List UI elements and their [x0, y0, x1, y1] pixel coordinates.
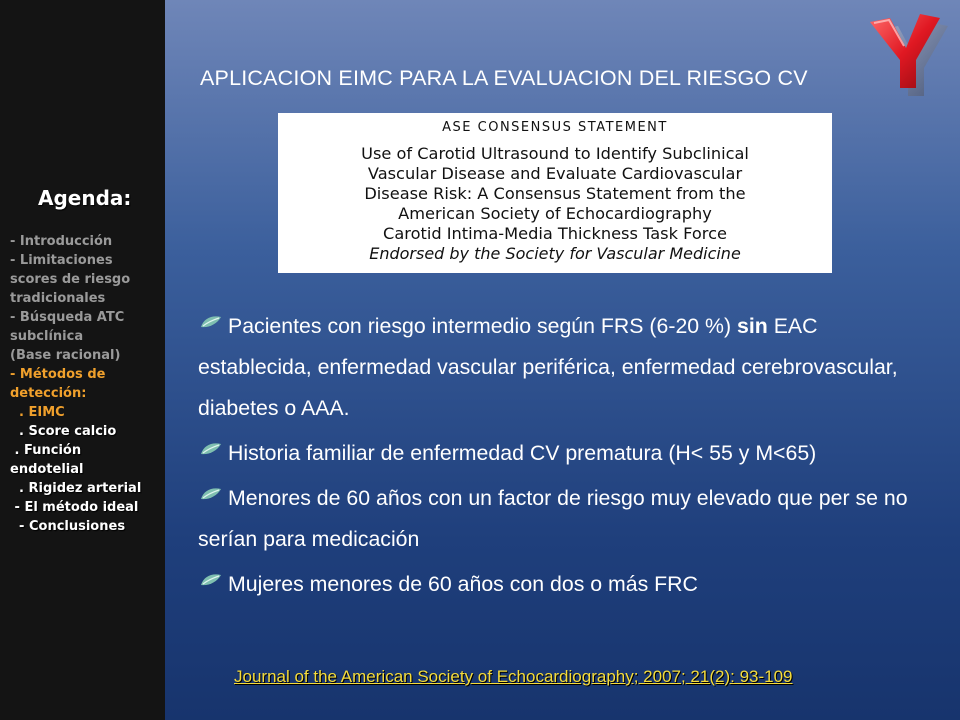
bullet-item — [198, 302, 928, 429]
agenda-item[interactable]: tradicionales — [10, 291, 106, 306]
bullet-text: Mujeres menores de 60 años con dos o más FRC — [228, 572, 698, 596]
statement-heading-line: Carotid Intima-Media Thickness Task Force — [383, 224, 727, 243]
agenda-item[interactable]: . Función — [10, 443, 82, 458]
agenda-item-active[interactable]: - Métodos de — [10, 367, 106, 382]
bullet-item — [198, 560, 928, 605]
agenda-item[interactable]: - Introducción — [10, 234, 113, 249]
agenda-list — [10, 232, 160, 536]
bullet-text-rest: EAC establecida, enfermedad vascular periférica, enfermedad cerebrovascular, diabetes o AAA. — [198, 314, 898, 420]
agenda-item[interactable]: endotelial — [10, 462, 84, 477]
agenda-sidebar — [0, 0, 165, 720]
bullet-text: Historia familiar de enfermedad CV prematura (H< 55 y M<65) — [228, 441, 817, 465]
statement-heading-line: Use of Carotid Ultrasound to Identify Subclinical — [361, 144, 749, 163]
slide-title: APLICACION EIMC PARA LA EVALUACION DEL RIESGO CV — [200, 66, 808, 90]
y-logo-icon — [862, 8, 952, 100]
agenda-item[interactable]: - Conclusiones — [10, 519, 126, 534]
bullet-leaf-icon — [200, 474, 222, 488]
consensus-statement-image — [278, 113, 832, 273]
agenda-item[interactable]: . Rigidez arterial — [10, 481, 142, 496]
bullet-item — [198, 429, 928, 474]
agenda-item-active[interactable]: . EIMC — [10, 405, 65, 420]
bullet-text: Menores de 60 años con un factor de riesgo muy elevado que per se no serían para medicación — [198, 486, 908, 551]
statement-endorsement: Endorsed by the Society for Vascular Medicine — [369, 244, 741, 263]
bullet-text: Pacientes con riesgo intermedio según FRS (6-20 %) — [228, 314, 738, 338]
statement-heading-line: American Society of Echocardiography — [398, 204, 712, 223]
statement-heading-line: Vascular Disease and Evaluate Cardiovascular — [367, 164, 743, 183]
statement-heading-line: Disease Risk: A Consensus Statement from the — [364, 184, 746, 203]
agenda-title: Agenda: — [38, 186, 132, 210]
statement-heading — [278, 144, 832, 244]
bullet-leaf-icon — [200, 560, 222, 574]
bullet-leaf-icon — [200, 302, 222, 316]
agenda-item[interactable]: subclínica — [10, 329, 84, 344]
bullet-list — [198, 302, 928, 605]
agenda-item[interactable]: - Búsqueda ATC — [10, 310, 125, 325]
bullet-leaf-icon — [200, 429, 222, 443]
agenda-item[interactable]: - El método ideal — [10, 500, 139, 515]
citation-link[interactable]: Journal of the American Society of Echocardiography; 2007; 21(2): 93-109 — [234, 667, 793, 686]
bullet-bold-text: sin — [737, 314, 768, 338]
agenda-item[interactable]: - Limitaciones — [10, 253, 113, 268]
agenda-item[interactable]: scores de riesgo — [10, 272, 131, 287]
agenda-item[interactable]: (Base racional) — [10, 348, 121, 363]
statement-kicker: ASE CONSENSUS STATEMENT — [442, 120, 668, 135]
bullet-item — [198, 474, 928, 560]
agenda-item[interactable]: . Score calcio — [10, 424, 117, 439]
agenda-item-active[interactable]: detección: — [10, 386, 87, 401]
